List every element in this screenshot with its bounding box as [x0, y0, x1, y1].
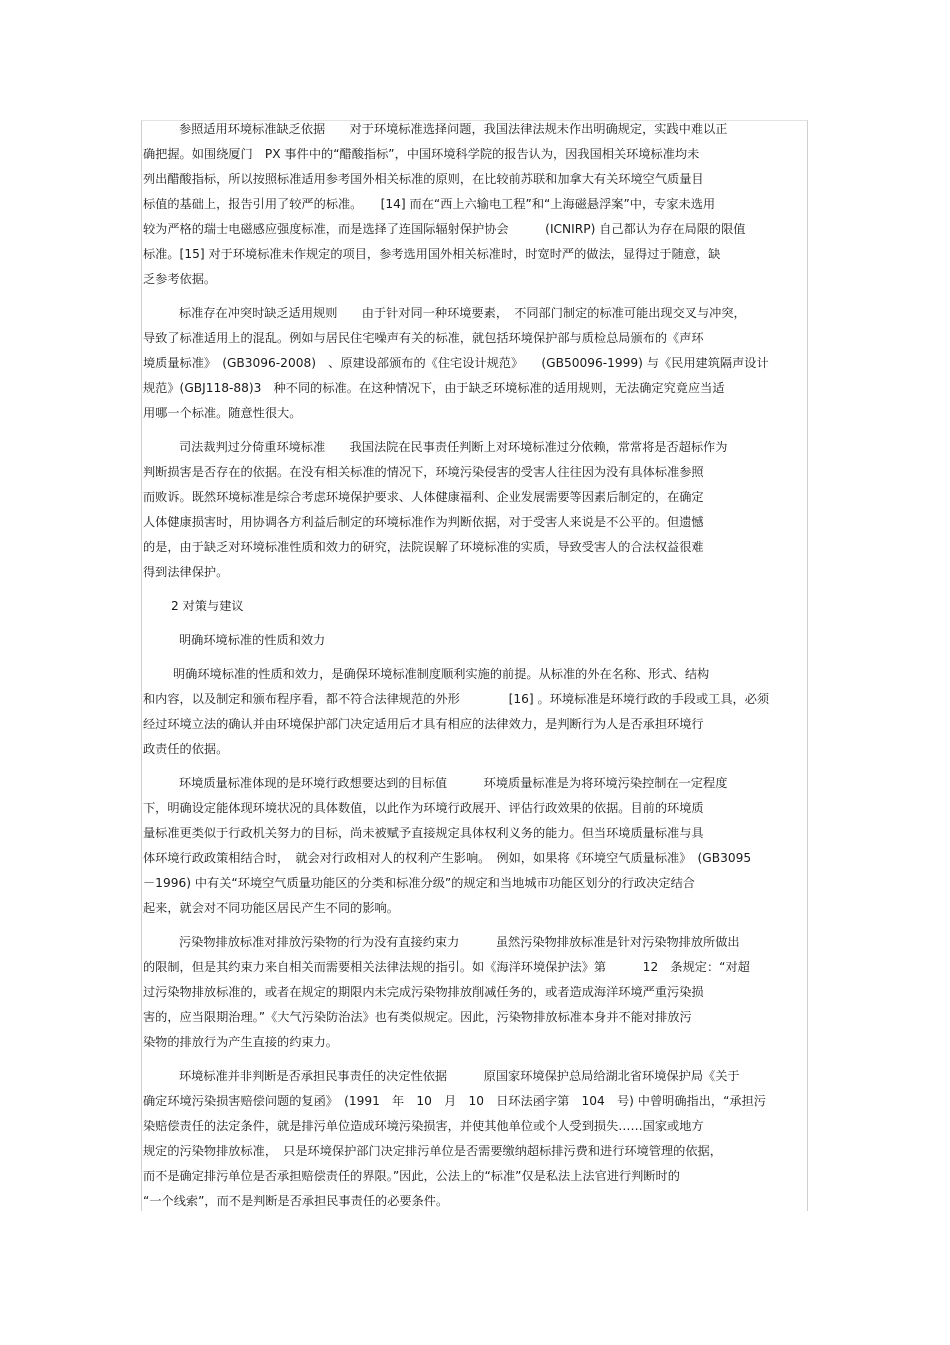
text-line: 染物的排放行为产生直接的约束力。	[143, 1035, 338, 1049]
text-line: 司法裁判过分倚重环境标准 我国法院在民事责任判断上对环境标准过分依赖，常常将是否超标作为	[179, 440, 728, 454]
text-line: 确定环境污染损害赔偿问题的复函》 (1991 年 10 月 10 日环法函字第 104 号) 中曾明确指出，“承担污	[143, 1094, 766, 1108]
document-body	[143, 117, 803, 1223]
paragraph-judicial-reliance	[143, 435, 803, 585]
text-line: 标值的基础上，报告引用了较严的标准。 [14] 而在“西上六输电工程”和“上海磁悬浮案”中，专家未选用	[143, 197, 716, 211]
paragraph-standard-conflict	[143, 301, 803, 426]
text-line: 下，明确设定能体现环境状况的具体数值，以此作为环境行政展开、评估行政效果的依据。目前的环境质	[143, 801, 704, 815]
text-line: 乏参考依据。	[143, 272, 217, 286]
text-line: 境质量标准》 (GB3096-2008) 、原建设部颁布的《住宅设计规范》 (GB50096-1999) 与《民用建筑隔声设计	[143, 356, 769, 370]
text-line: 规范》(GBJ118-88)3 种不同的标准。在这种情况下，由于缺乏环境标准的适用规则，无法确定究竟应当适	[143, 381, 725, 395]
text-line: 过污染物排放标准的，或者在规定的期限内未完成污染物排放削减任务的，或者造成海洋环境严重污染损	[143, 985, 704, 999]
text-line: 体环境行政政策相结合时， 就会对行政相对人的权利产生影响。 例如，如果将《环境空气质量标准》 (GB3095	[143, 851, 752, 865]
text-line: 而不是确定排污单位是否承担赔偿责任的界限。”因此，公法上的“标准”仅是私法上法官进行判断时的	[143, 1169, 680, 1183]
text-line: 人体健康损害时，用协调各方利益后制定的环境标准作为判断依据，对于受害人来说是不公平的。但遗憾	[143, 515, 704, 529]
paragraph-civil-liability	[143, 1064, 803, 1214]
text-line: 起来，就会对不同功能区居民产生不同的影响。	[143, 901, 399, 915]
text-line: 经过环境立法的确认并由环境保护部门决定适用后才具有相应的法律效力，是判断行为人是否承担环境行	[143, 717, 704, 731]
text-line: 规定的污染物排放标准， 只是环境保护部门决定排污单位是否需要缴纳超标排污费和进行环境管理的依据，	[143, 1144, 722, 1158]
text-line: 政责任的依据。	[143, 742, 229, 756]
text-line: 环境质量标准体现的是环境行政想要达到的目标值 环境质量标准是为将环境污染控制在一定程度	[179, 776, 728, 790]
paragraph-clarify-nature	[143, 662, 803, 762]
text-line: 量标准更类似于行政机关努力的目标，尚未被赋予直接规定具体权利义务的能力。但当环境质量标准与具	[143, 826, 704, 840]
section-heading: 2 对策与建议	[171, 599, 244, 613]
text-line: 参照适用环境标准缺乏依据 对于环境标准选择问题，我国法律法规未作出明确规定，实践中难以正	[179, 122, 728, 136]
text-line: 列出醋酸指标，所以按照标准适用参考国外相关标准的原则，在比较前苏联和加拿大有关环境空气质量目	[143, 172, 704, 186]
text-line: 染赔偿责任的法定条件，就是排污单位造成环境污染损害，并使其他单位或个人受到损失……国家或地方	[143, 1119, 704, 1133]
text-line: 得到法律保护。	[143, 565, 229, 579]
text-line: 污染物排放标准对排放污染物的行为没有直接约束力 虽然污染物排放标准是针对污染物排放所做出	[179, 935, 740, 949]
text-line: 标准。[15] 对于环境标准未作规定的项目，参考选用国外相关标准时，时宽时严的做法，显得过于随意，缺	[143, 247, 721, 261]
text-line: 和内容，以及制定和颁布程序看，都不符合法律规范的外形 [16] 。环境标准是环境行政的手段或工具，必须	[143, 692, 770, 706]
text-line: 用哪一个标准。随意性很大。	[143, 406, 302, 420]
paragraph-emission-standard	[143, 930, 803, 1055]
paragraph-quality-standard	[143, 771, 803, 921]
text-line: “一个线索”，而不是判断是否承担民事责任的必要条件。	[143, 1194, 449, 1208]
text-line: 环境标准并非判断是否承担民事责任的决定性依据 原国家环境保护总局给湖北省环境保护局《关于	[179, 1069, 740, 1083]
text-line: －1996) 中有关“环境空气质量功能区的分类和标准分级”的规定和当地城市功能区划分的行政决定结合	[143, 876, 695, 890]
text-line: 的限制，但是其约束力来自相关而需要相关法律法规的指引。如《海洋环境保护法》第 12 条规定：“对超	[143, 960, 750, 974]
text-line: 判断损害是否存在的依据。在没有相关标准的情况下，环境污染侵害的受害人往往因为没有具体标准参照	[143, 465, 704, 479]
text-line: 而败诉。既然环境标准是综合考虑环境保护要求、人体健康福利、企业发展需要等因素后制定的，在确定	[143, 490, 704, 504]
text-line: 确把握。如围绕厦门 PX 事件中的“醋酸指标”，中国环境科学院的报告认为，因我国相关环境标准均未	[143, 147, 700, 161]
text-line: 害的，应当限期治理。”《大气污染防治法》也有类似规定。因此，污染物排放标准本身并不能对排放污	[143, 1010, 692, 1024]
text-line: 导致了标准适用上的混乱。例如与居民住宅噪声有关的标准，就包括环境保护部与质检总局颁布的《声环	[143, 331, 704, 345]
text-line: 较为严格的瑞士电磁感应强度标准，而是选择了连国际辐射保护协会 (ICNIRP) 自己都认为存在局限的限值	[143, 222, 746, 236]
paragraph-standard-reference	[143, 117, 803, 292]
sub-heading: 明确环境标准的性质和效力	[179, 633, 326, 647]
text-line: 标准存在冲突时缺乏适用规则 由于针对同一种环境要素， 不同部门制定的标准可能出现交叉与冲突，	[179, 306, 746, 320]
text-line: 明确环境标准的性质和效力，是确保环境标准制度顺利实施的前提。从标准的外在名称、形式、结构	[173, 667, 710, 681]
text-line: 的是，由于缺乏对环境标准性质和效力的研究，法院误解了环境标准的实质，导致受害人的合法权益很难	[143, 540, 704, 554]
